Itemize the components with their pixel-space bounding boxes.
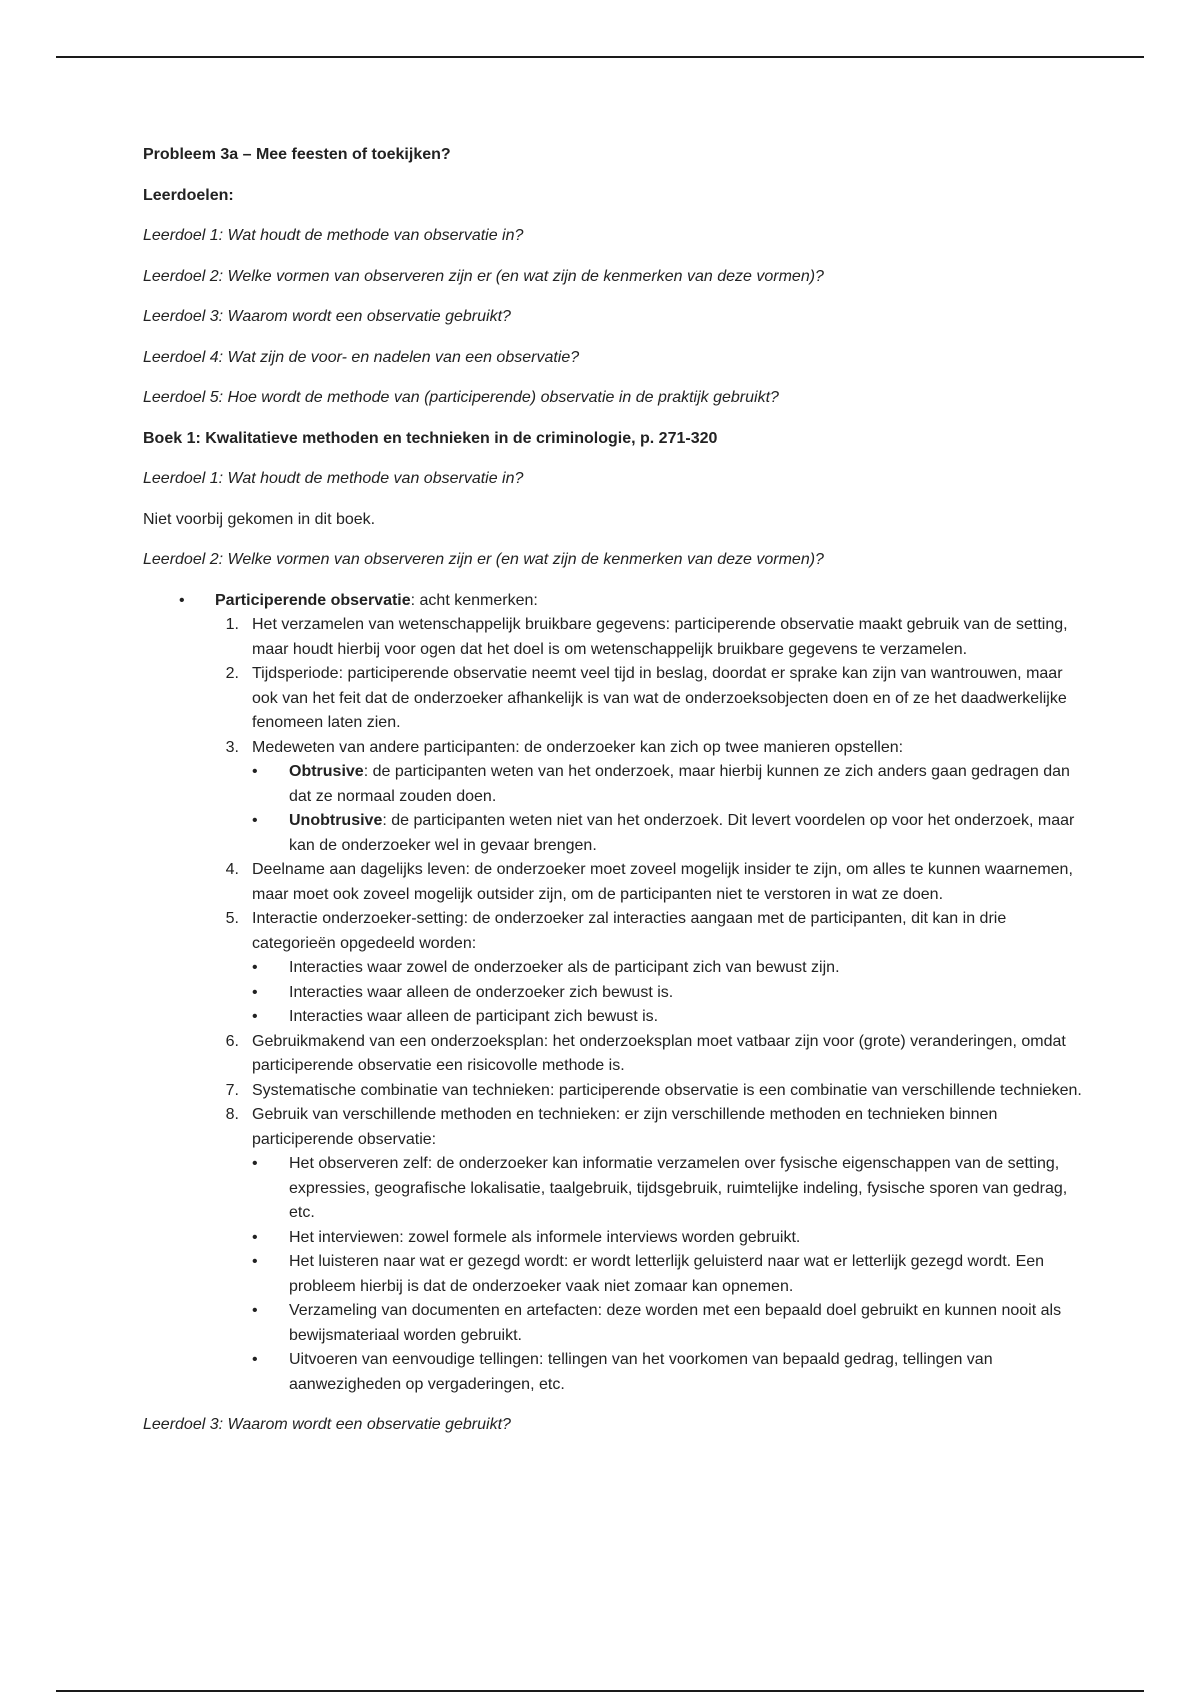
bullet-icon: •: [252, 1008, 258, 1025]
item-number: 5.: [225, 910, 239, 927]
sub-text: : de participanten weten niet van het onderzoek. Dit levert voordelen op voor het onderzoek, maar kan de onderzoeker wel in gevaar brengen.: [289, 812, 1075, 854]
list-item: [225, 1030, 1083, 1079]
list-item: [252, 760, 1083, 809]
item-text: Gebruikmakend van een onderzoeksplan: het onderzoeksplan moet vatbaar zijn voor (grote) veranderingen, omdat participerende observatie een risicovolle methode is.: [252, 1032, 1066, 1074]
list-item: [252, 1299, 1083, 1348]
bullet-icon: •: [252, 763, 258, 780]
item-number: 7.: [225, 1081, 239, 1099]
bullet-icon: •: [252, 1351, 258, 1368]
list-item: [252, 1348, 1083, 1397]
list-item: [225, 1103, 1083, 1397]
item-number: 3.: [225, 738, 239, 756]
list-item: [179, 589, 1083, 1398]
sub-text: Interacties waar zowel de onderzoeker als de participant zich van bewust zijn.: [289, 959, 840, 976]
page-title: Probleem 3a – Mee feesten of toekijken?: [143, 146, 451, 163]
section-heading: Leerdoel 3: Waarom wordt een observatie gebruikt?: [143, 1416, 511, 1433]
leerdoelen-heading: Leerdoelen:: [143, 186, 234, 204]
kenmerken-list: [143, 589, 1083, 1398]
item-text: Tijdsperiode: participerende observatie neemt veel tijd in beslag, doordat er sprake kan zijn van wantrouwen, maar ook van het feit dat de onderzoeker afhankelijk is van wat de onderzoeksobjecten doen en of ze het daadwerkelijke fenomeen laten zien.: [252, 665, 1067, 731]
section-heading: Leerdoel 2: Welke vormen van observeren zijn er (en wat zijn de kenmerken van deze vormen)?: [143, 551, 824, 568]
bullet-icon: •: [252, 1253, 258, 1270]
sub-list: [252, 956, 1083, 1030]
bullet-icon: •: [252, 959, 258, 976]
item-text: Interactie onderzoeker-setting: de onderzoeker zal interacties aangaan met de participanten, dit kan in drie categorieën opgedeeld worden:: [252, 910, 1007, 952]
bullet-text: : acht kenmerken:: [410, 591, 538, 609]
list-item: [225, 907, 1083, 1030]
item-number: 2.: [225, 665, 239, 682]
list-item: [225, 736, 1083, 859]
sub-text: : de participanten weten van het onderzoek, maar hierbij kunnen ze zich anders gaan gedragen dan dat ze normaal zouden doen.: [289, 763, 1070, 805]
list-item: [225, 662, 1083, 736]
list-item: [252, 956, 1083, 981]
footer-rule: [56, 1690, 1144, 1692]
list-item: [225, 1079, 1083, 1104]
sub-text: Verzameling van documenten en artefacten: deze worden met een bepaald doel gebruikt en kunnen nooit als bewijsmateriaal worden gebruikt.: [289, 1302, 1062, 1344]
sub-text: Uitvoeren van eenvoudige tellingen: tellingen van het voorkomen van bepaald gedrag, tellingen van aanwezigheden op vergaderingen, etc.: [289, 1351, 993, 1393]
leerdoel-item: Leerdoel 5: Hoe wordt de methode van (participerende) observatie in de praktijk gebruikt?: [143, 389, 779, 406]
sub-text: Het observeren zelf: de onderzoeker kan informatie verzamelen over fysische eigenschappen van de setting, expressies, geografische lokalisatie, taalgebruik, tijdsgebruik, ruimtelijke indeling, fysische sporen van gedrag, etc.: [289, 1155, 1068, 1221]
item-text: Medeweten van andere participanten: de onderzoeker kan zich op twee manieren opstellen:: [252, 738, 904, 756]
item-text: Deelname aan dagelijks leven: de onderzoeker moet zoveel mogelijk insider te zijn, om alles te kunnen waarnemen, maar moet ook zoveel mogelijk outsider zijn, om de participanten niet te verstoren in wat ze doen.: [252, 861, 1073, 903]
bullet-icon: •: [252, 812, 258, 829]
bullet-icon: •: [252, 983, 258, 1001]
leerdoel-item: Leerdoel 1: Wat houdt de methode van observatie in?: [143, 227, 524, 244]
item-text: Systematische combinatie van technieken: participerende observatie is een combinatie van verschillende technieken.: [252, 1081, 1082, 1099]
list-item: [225, 858, 1083, 907]
sub-text: Interacties waar alleen de onderzoeker zich bewust is.: [289, 983, 674, 1001]
sub-term: Unobtrusive: [289, 812, 383, 829]
leerdoel-item: Leerdoel 2: Welke vormen van observeren zijn er (en wat zijn de kenmerken van deze vormen)?: [143, 267, 824, 285]
section-heading: Leerdoel 1: Wat houdt de methode van observatie in?: [143, 470, 524, 487]
book-heading: Boek 1: Kwalitatieve methoden en technieken in de criminologie, p. 271-320: [143, 429, 718, 447]
item-text: Gebruik van verschillende methoden en technieken: er zijn verschillende methoden en technieken binnen participerende observatie:: [252, 1106, 998, 1148]
item-number: 8.: [225, 1106, 239, 1123]
list-item: [252, 1226, 1083, 1251]
sub-text: Het luisteren naar wat er gezegd wordt: er wordt letterlijk geluisterd naar wat er letterlijk gezegd wordt. Een probleem hierbij is dat de onderzoeker vaak niet zomaar kan opnemen.: [289, 1253, 1045, 1295]
list-item: [252, 1152, 1083, 1226]
list-item: [225, 613, 1083, 662]
sub-term: Obtrusive: [289, 763, 364, 780]
sub-text: Interacties waar alleen de participant zich bewust is.: [289, 1008, 659, 1025]
list-item: [252, 1005, 1083, 1030]
header-rule: [56, 56, 1144, 58]
bullet-icon: •: [252, 1155, 258, 1172]
item-number: 1.: [225, 616, 239, 633]
section-text: Niet voorbij gekomen in dit boek.: [143, 510, 376, 528]
list-item: [252, 1250, 1083, 1299]
item-number: 6.: [225, 1032, 239, 1050]
bullet-icon: •: [179, 591, 185, 609]
item-text: Het verzamelen van wetenschappelijk bruikbare gegevens: participerende observatie maakt gebruik van de setting, maar houdt hierbij voor ogen dat het doel is om wetenschappelijk bruikbare gegevens te verzamelen.: [252, 616, 1068, 658]
document-body: [143, 143, 1083, 1454]
sub-text: Het interviewen: zowel formele als informele interviews worden gebruikt.: [289, 1228, 801, 1246]
bullet-icon: •: [252, 1302, 258, 1319]
numbered-list: [215, 613, 1083, 1397]
bullet-icon: •: [252, 1228, 258, 1246]
sub-list: [252, 760, 1083, 858]
leerdoel-item: Leerdoel 4: Wat zijn de voor- en nadelen van een observatie?: [143, 348, 580, 366]
bullet-term: Participerende observatie: [215, 591, 411, 609]
item-number: 4.: [225, 861, 239, 878]
list-item: [252, 809, 1083, 858]
list-item: [252, 981, 1083, 1006]
leerdoel-item: Leerdoel 3: Waarom wordt een observatie gebruikt?: [143, 308, 511, 325]
sub-list: [252, 1152, 1083, 1397]
